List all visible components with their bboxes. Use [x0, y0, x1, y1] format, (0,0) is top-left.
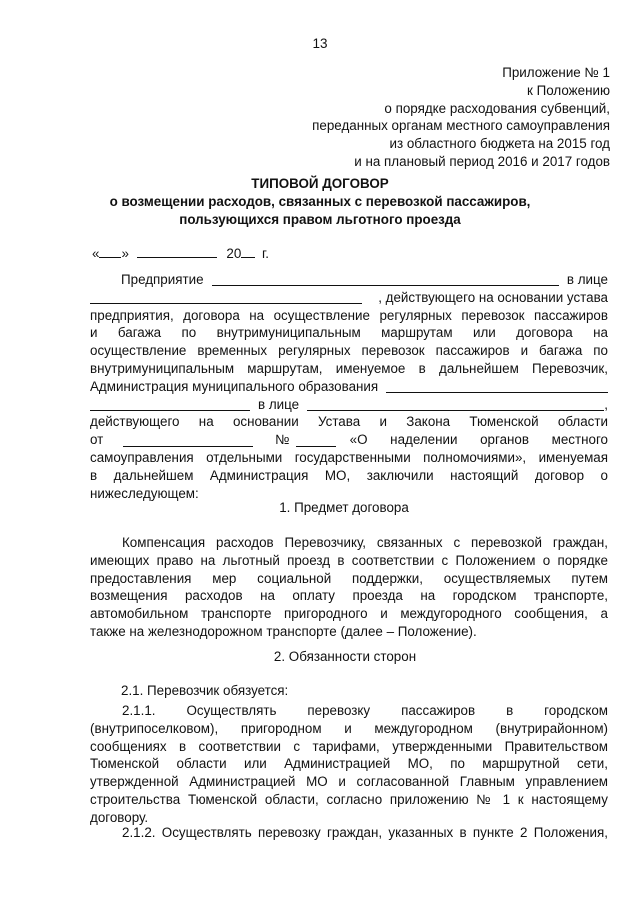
intro-line: самоуправления отдельными государственными полномочиями», именуемая	[90, 449, 608, 465]
intro-line: действующего на основании Устава и Закона Тюменской области	[90, 414, 608, 430]
item-211-line: 2.1.1. Осуществлять перевозку пассажиров в городском	[122, 703, 608, 718]
intro-word: ,	[604, 396, 608, 412]
appendix-line: из областного бюджета на 2015 год	[389, 136, 610, 152]
appendix-line: переданных органам местного самоуправления	[312, 118, 610, 134]
section1-line: имеющих право на льготный проезд в соответствии с Положением о порядке	[90, 552, 608, 568]
appendix-block	[190, 64, 610, 171]
intro-line: осуществление временных регулярных перевозок пассажиров и багажа по	[90, 343, 608, 359]
item-211-line: сообщениях в соответствии с тарифами, утвержденными Правительством	[90, 738, 608, 754]
month-blank	[137, 244, 217, 258]
intro-word: Предприятие	[121, 272, 204, 287]
intro-line	[90, 378, 608, 396]
item-212-paragraph	[90, 824, 608, 842]
appendix-line: и на плановый период 2016 и 2017 годов	[354, 153, 610, 169]
enterprise-blank	[212, 273, 559, 286]
appendix-line: к Положению	[527, 82, 610, 98]
intro-paragraph	[90, 271, 608, 502]
item-211-line: строительства Тюменской области, согласно приложению № 1 к настоящему	[90, 791, 608, 807]
date-line	[92, 244, 269, 263]
admin-person-blank	[307, 398, 604, 411]
section1-line: предоставления мер социальной поддержки, осуществляемых путем	[90, 570, 608, 586]
intro-line	[90, 431, 608, 449]
intro-line	[90, 289, 608, 307]
intro-line: предприятия, договора на осуществление регулярных перевозок пассажиров	[90, 307, 608, 323]
title-line: ТИПОВОЙ ДОГОВОР	[251, 176, 389, 191]
municipality-blank	[386, 380, 608, 393]
section1-line: возмещения расходов на оплату проезда на городском транспорте,	[90, 588, 608, 604]
section1-line: Компенсация расходов Перевозчику, связанных с перевозкой граждан,	[122, 535, 608, 550]
section1-line: автомобильном транспорте пригородного и междугородного сообщения, а	[90, 606, 608, 622]
appendix-line: Приложение № 1	[502, 65, 610, 80]
title-line: пользующихся правом льготного проезда	[179, 211, 461, 227]
intro-line: и багажа по внутримуниципальным маршрутам или договора на	[90, 325, 608, 341]
intro-line: внутримуниципальным маршрутам, именуемое в дальнейшем Перевозчик,	[90, 360, 608, 376]
intro-word: №	[275, 432, 290, 448]
year-blank	[241, 244, 255, 258]
intro-text: «О наделении органов местного	[349, 432, 608, 448]
intro-text: , действующего на основании устава	[378, 289, 608, 305]
section2-sub1: 2.1. Перевозчик обязуется:	[121, 683, 289, 698]
intro-line	[90, 271, 608, 289]
close-quote: »	[121, 246, 129, 261]
item-211-line: Тюменской области или Администрацией МО, по маршрутной сети,	[90, 756, 608, 772]
intro-text: Администрация муниципального образования	[90, 378, 379, 394]
section1-line: также на железнодорожном транспорте (далее – Положение).	[90, 623, 477, 639]
section1-paragraph	[90, 534, 608, 641]
page-number: 13	[312, 36, 328, 51]
law-number-blank	[296, 434, 336, 447]
intro-line: в дальнейшем Администрация МО, заключили настоящий договор о	[90, 467, 608, 483]
item-212-line: 2.1.2. Осуществлять перевозку граждан, указанных в пункте 2 Положения,	[122, 825, 608, 840]
document-title	[0, 175, 640, 228]
intro-line: нижеследующем:	[90, 485, 199, 501]
item-211-paragraph	[90, 702, 608, 827]
year-prefix: 20	[226, 246, 242, 261]
item-211-line: договору.	[90, 809, 149, 825]
intro-word: от	[90, 432, 104, 448]
year-suffix: г.	[262, 246, 269, 261]
admin-blank	[90, 398, 250, 411]
intro-line	[90, 396, 608, 414]
law-date-blank	[123, 434, 253, 447]
item-211-line: утвержденной Администрацией МО и согласованной Главным управлением	[90, 774, 608, 790]
day-blank	[99, 244, 121, 258]
open-quote: «	[92, 246, 100, 261]
intro-word: в лице	[258, 396, 300, 412]
title-line: о возмещении расходов, связанных с перевозкой пассажиров,	[109, 193, 531, 209]
section1-heading: 1. Предмет договора	[279, 500, 409, 515]
appendix-line: о порядке расходования субвенций,	[384, 100, 610, 116]
intro-word: в лице	[566, 272, 608, 287]
section2-heading: 2. Обязанности сторон	[273, 649, 417, 664]
item-211-line: (внутрипоселковом), пригородном и междугородном (внутрирайонном)	[90, 720, 608, 736]
person-blank	[90, 291, 362, 304]
